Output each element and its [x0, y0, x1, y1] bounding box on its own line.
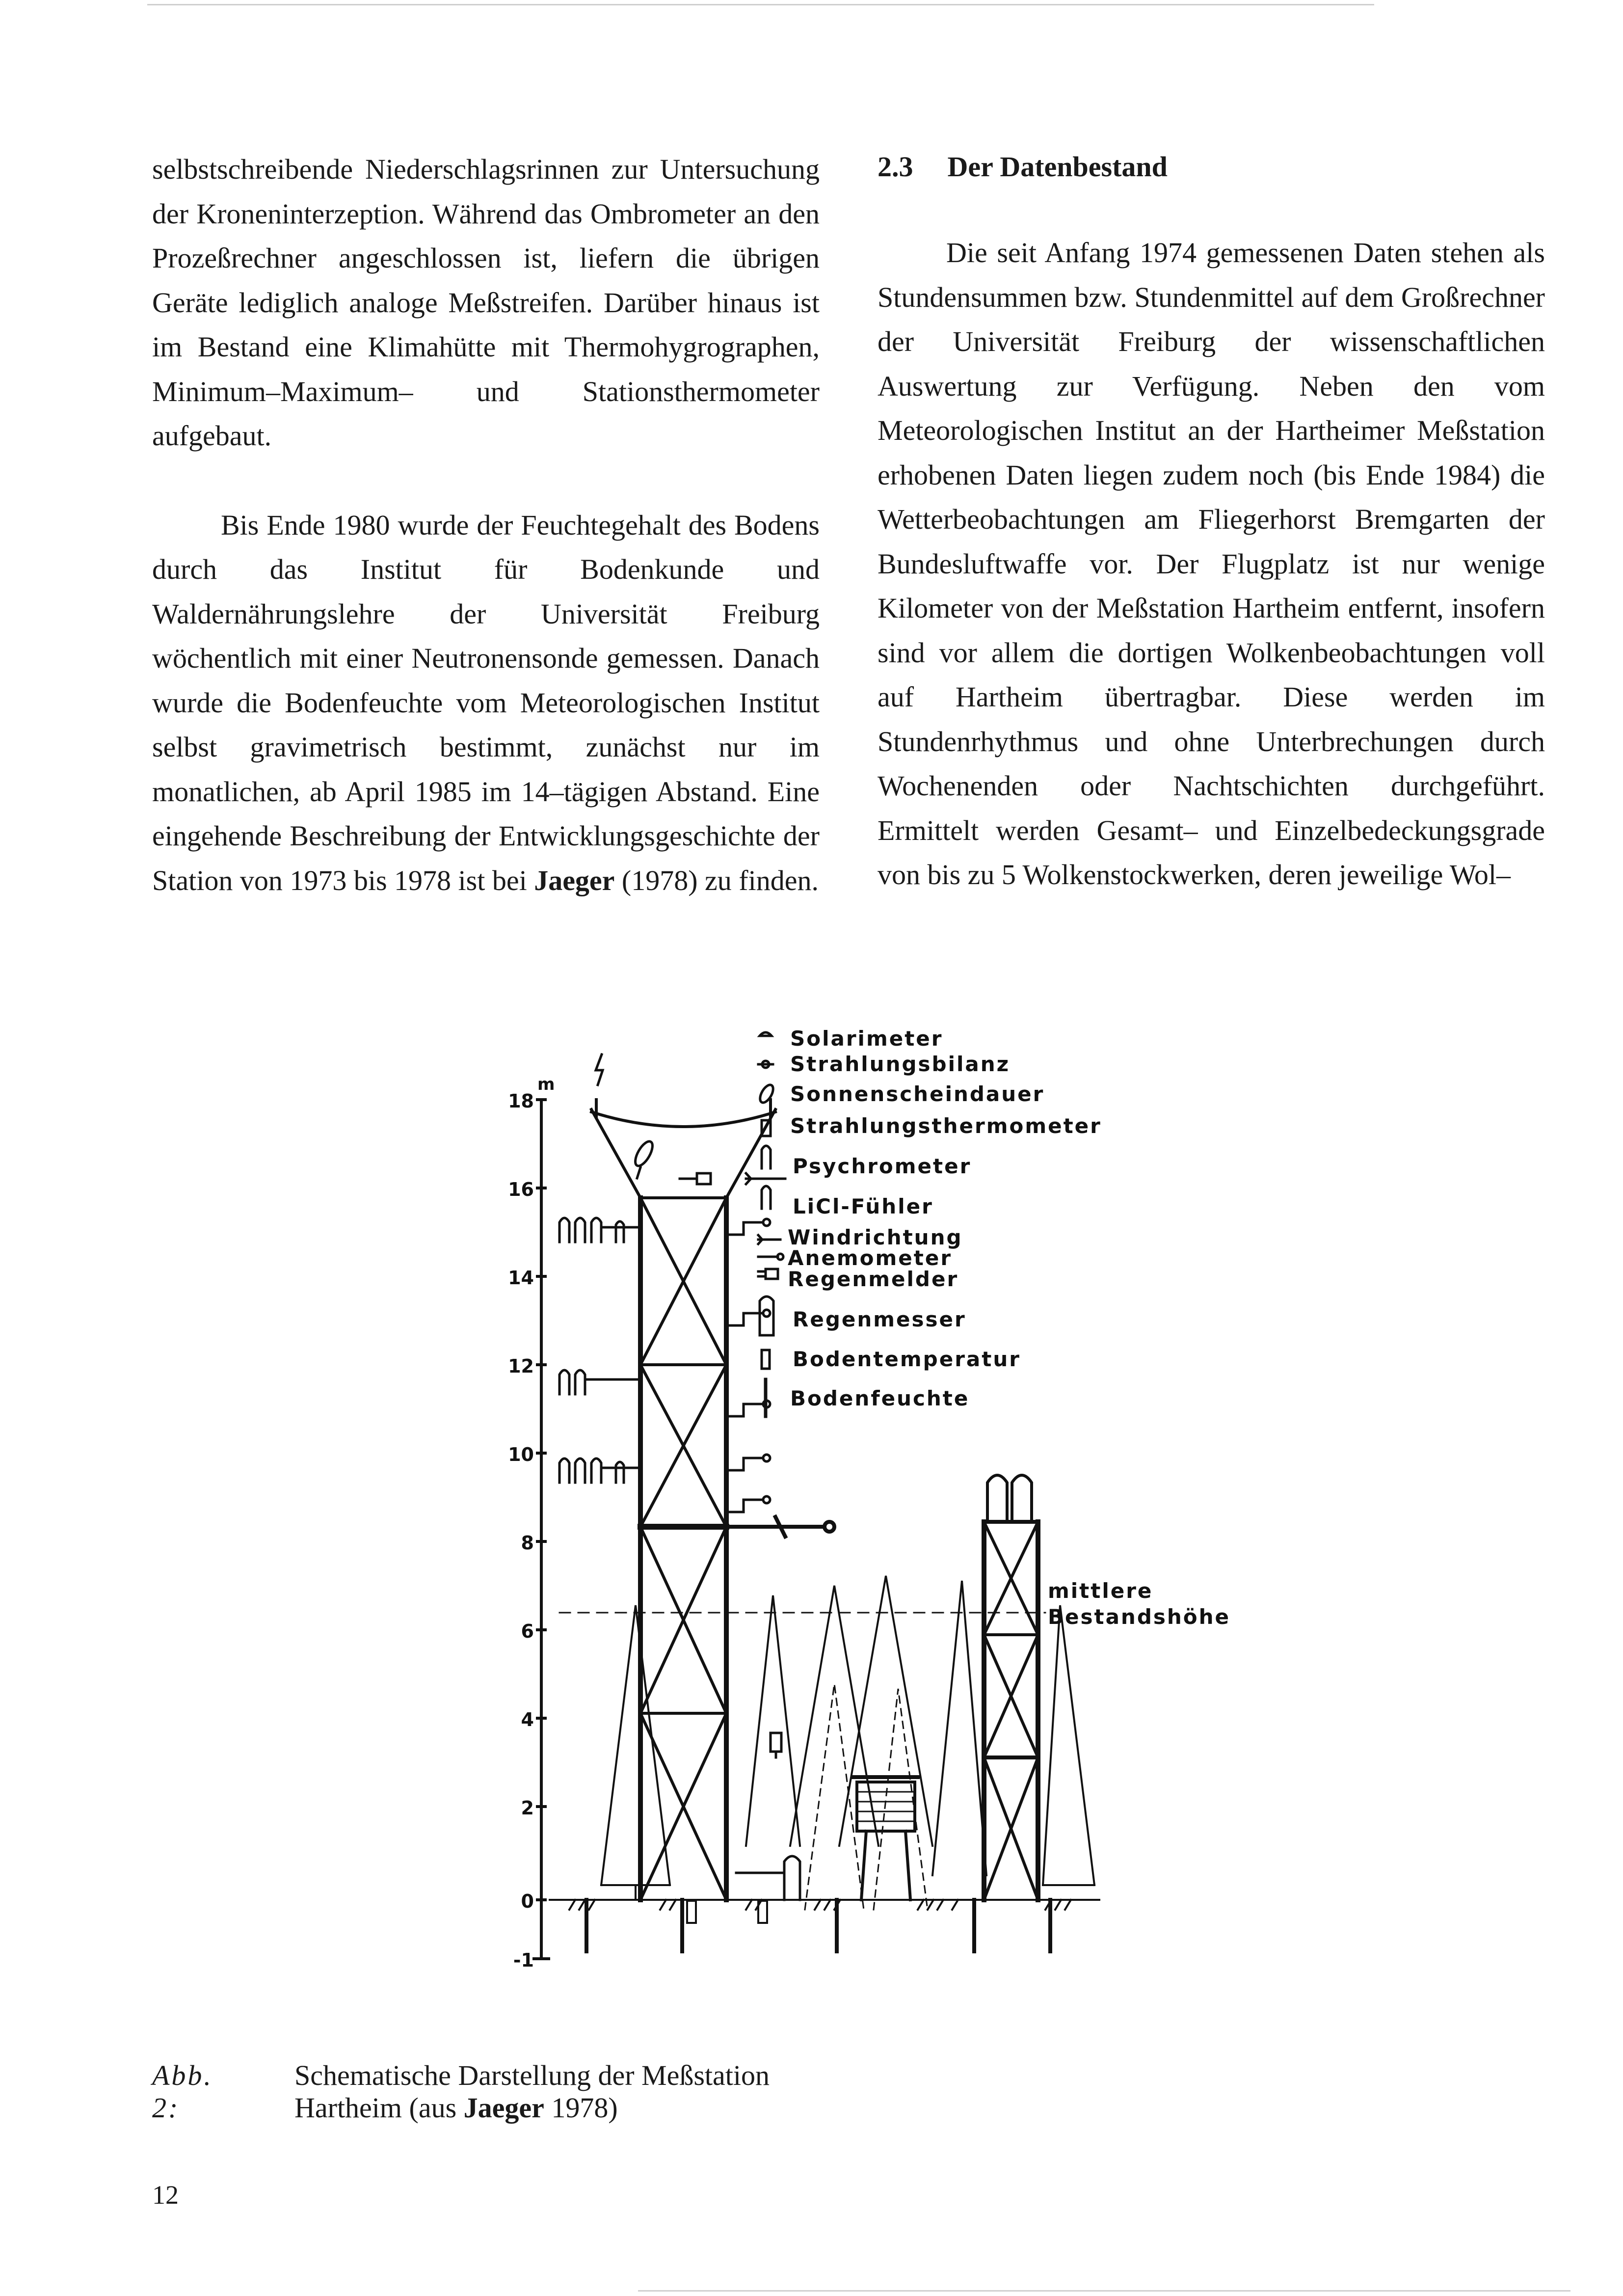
second-tower — [984, 1475, 1038, 1900]
licl-sensors — [616, 1221, 624, 1483]
legend-label: Solarimeter — [790, 1026, 943, 1051]
legend-label: Regenmesser — [793, 1307, 966, 1331]
legend-label: LiCl-Fühler — [793, 1194, 933, 1218]
wind-direction-icon — [758, 1235, 780, 1244]
tick-label: 10 — [508, 1444, 534, 1465]
left-column — [152, 147, 820, 903]
licl-sensor-icon — [762, 1186, 771, 1209]
radiation-thermometer — [771, 1733, 781, 1757]
radiation-balance-icon — [758, 1061, 773, 1068]
legend-label: Strahlungsbilanz — [790, 1052, 1011, 1076]
legend-label: Regenmelder — [788, 1267, 959, 1291]
tick-label: 2 — [521, 1797, 534, 1819]
psychrometers — [559, 1218, 640, 1483]
tick-label: 6 — [521, 1621, 534, 1642]
scan-line-top — [147, 4, 1374, 5]
left-paragraph-1: selbstschreibende Niederschlagsrinnen zur Untersuchung der Kroneninterzeption. Während das Ombrometer an den Prozeßrechner angeschlossen ist, liefern die übrigen Geräte lediglich analoge Meßstreifen. Darüber hinaus ist im Bestand eine Klimahütte mit Thermohygrographen, Minimum–Maximum– und Stationsthermometer aufgebaut. — [152, 153, 820, 452]
anemometers — [726, 1219, 770, 1512]
ground — [550, 1900, 1099, 1910]
soil-temperature-sensors — [687, 1901, 767, 1923]
left-paragraph-2: Bis Ende 1980 wurde der Feuchtegehalt des Bodens durch das Institut für Bodenkunde und Waldernährungslehre der Universität Freiburg wöchentlich mit einer Neutronensonde gemessen. Danach wurde die Bodenfeuchte vom Meteorologischen Institut selbst gravimetrisch bestimmt, zunächst nur im monatlichen, ab April 1985 im 14–tägigen Abstand. Eine eingehende Beschreibung der Entwicklungsgeschichte der Station von 1973 bis 1978 ist bei Jaeger (1978) zu finden. — [152, 509, 820, 896]
citation-author: Jaeger — [534, 864, 615, 896]
climate-hut — [853, 1777, 918, 1900]
anemometer-icon — [758, 1254, 783, 1260]
soil-temperature-icon — [762, 1350, 770, 1369]
tick-label: 8 — [521, 1532, 534, 1554]
solarimeter-icon — [760, 1032, 772, 1036]
psychrometer-icon — [762, 1146, 771, 1168]
legend-label: Windrichtung — [788, 1225, 963, 1249]
radiation-boom — [726, 1517, 834, 1537]
sunshine-recorder — [632, 1139, 656, 1178]
axis-unit: m — [537, 1075, 555, 1094]
legend-label: Bodenfeuchte — [790, 1386, 970, 1410]
section-heading: 2.3 Der Datenbestand — [878, 151, 1168, 183]
legend-label: Psychrometer — [793, 1154, 972, 1178]
tick-label: 0 — [521, 1891, 534, 1912]
tick-label: -1 — [513, 1949, 534, 1971]
caption-text: Schematische Darstellung der Meßstation Hartheim (aus Jaeger 1978) — [294, 2059, 770, 2124]
tick-label: 14 — [508, 1267, 534, 1289]
canopy-label: mittlere — [1048, 1579, 1153, 1603]
soil-moisture-probes — [586, 1900, 1050, 1951]
page-number: 12 — [152, 2180, 179, 2210]
legend-label: Sonnenscheindauer — [790, 1082, 1045, 1106]
scan-line-bottom — [638, 2290, 1570, 2292]
rain-gauge-top — [680, 1173, 711, 1184]
sunshine-duration-icon — [757, 1083, 775, 1105]
wind-direction-top — [746, 1173, 785, 1184]
legend-label: Strahlungsthermometer — [790, 1114, 1102, 1138]
canopy-label: Bestandshöhe — [1048, 1605, 1231, 1629]
caption-label: Abb. 2: — [152, 2059, 213, 2124]
tick-label: 4 — [521, 1709, 534, 1730]
tick-label: 12 — [508, 1355, 534, 1377]
rain-detector-icon — [758, 1269, 778, 1279]
station-diagram — [491, 1011, 1247, 1993]
right-paragraph-1: Die seit Anfang 1974 gemessenen Daten stehen als Stundensummen bzw. Stundenmittel auf dem Großrechner der Universität Freiburg der wissenschaftlichen Auswertung zur Verfügung. Neben den vom Meteorologischen Institut an der Hartheimer Meßstation erhobenen Daten liegen zudem noch (bis Ende 1984) die Wetterbeobachtungen am Fliegerhorst Bremgarten der Bundesluftwaffe vor. Der Flugplatz ist nur wenige Kilometer von der Meßstation Hartheim entfernt, insofern sind vor allem die dortigen Wolkenbeobachtungen voll auf Hartheim übertragbar. Diese werden im Stundenrhythmus und ohne Unterbrechungen durch Wochenenden oder Nachtschichten durchgeführt. Ermittelt werden Gesamt– und Einzelbedeckungsgrade von bis zu 5 Wolkenstockwerken, deren jeweilige Wol– — [878, 237, 1545, 891]
lightning-rod — [596, 1054, 603, 1085]
right-column — [878, 147, 1545, 897]
ground-rain-gauge — [736, 1856, 800, 1900]
legend-label: Anemometer — [788, 1246, 953, 1270]
tick-label: 16 — [508, 1179, 534, 1200]
tick-label: 18 — [508, 1090, 534, 1112]
legend-label: Bodentemperatur — [793, 1347, 1021, 1371]
